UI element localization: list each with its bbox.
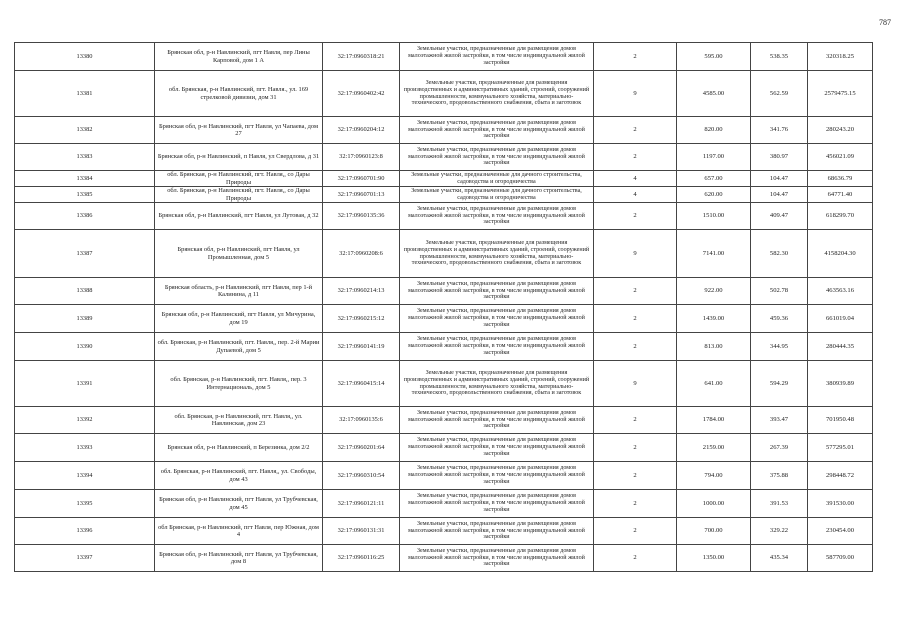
land-use-cell: Земельные участки, предназначенные для размещения домов малоэтажной жилой застройки, в том числе индивидуальной жилой застройки — [400, 462, 594, 490]
group-cell: 2 — [594, 305, 677, 333]
group-cell: 2 — [594, 43, 677, 71]
table-row — [15, 171, 873, 187]
specific-value-cell: 104.47 — [751, 187, 808, 203]
cadastral-value-cell: 280243.20 — [808, 117, 873, 144]
area-cell: 7141.00 — [677, 230, 751, 278]
cadastral-number-cell: 32:17:0960131:31 — [323, 518, 400, 545]
cadastral-number-cell: 32:17:0960121:11 — [323, 490, 400, 518]
area-cell: 1000.00 — [677, 490, 751, 518]
cadastral-value-cell: 64771.40 — [808, 187, 873, 203]
row-number-cell: 13389 — [15, 305, 155, 333]
area-cell: 922.00 — [677, 278, 751, 305]
row-number-cell: 13380 — [15, 43, 155, 71]
land-use-cell: Земельные участки, предназначенные для размещения домов малоэтажной жилой застройки, в том числе индивидуальной жилой застройки — [400, 490, 594, 518]
land-use-cell: Земельные участки, предназначенные для дачного строительства, садоводства и огородничества — [400, 171, 594, 187]
table-row — [15, 407, 873, 434]
group-cell: 9 — [594, 71, 677, 117]
specific-value-cell: 375.88 — [751, 462, 808, 490]
table-row — [15, 203, 873, 230]
land-use-cell: Земельные участки, предназначенные для размещения домов малоэтажной жилой застройки, в том числе индивидуальной жилой застройки — [400, 305, 594, 333]
row-number-cell: 13393 — [15, 434, 155, 462]
table-row — [15, 43, 873, 71]
cadastral-value-cell: 577295.01 — [808, 434, 873, 462]
cadastral-value-cell: 280444.35 — [808, 333, 873, 361]
land-use-cell: Земельные участки, предназначенные для размещения домов малоэтажной жилой застройки, в том числе индивидуальной жилой застройки — [400, 203, 594, 230]
group-cell: 2 — [594, 490, 677, 518]
area-cell: 820.00 — [677, 117, 751, 144]
land-use-cell: Земельные участки, предназначенные для размещения производственных и административных зданий, строений, сооружений промышленности, коммунального хозяйства, материально-технического, продовольственного снабжения, сбыта и заготовок — [400, 71, 594, 117]
area-cell: 1784.00 — [677, 407, 751, 434]
row-number-cell: 13390 — [15, 333, 155, 361]
land-use-cell: Земельные участки, предназначенные для размещения домов малоэтажной жилой застройки, в том числе индивидуальной жилой застройки — [400, 278, 594, 305]
cadastral-value-cell: 68636.79 — [808, 171, 873, 187]
row-number-cell: 13381 — [15, 71, 155, 117]
cadastral-value-cell: 701950.48 — [808, 407, 873, 434]
area-cell: 794.00 — [677, 462, 751, 490]
cadastral-value-cell: 618299.70 — [808, 203, 873, 230]
cadastral-value-cell: 463563.16 — [808, 278, 873, 305]
group-cell: 9 — [594, 361, 677, 407]
cadastral-number-cell: 32:17:0960204:12 — [323, 117, 400, 144]
row-number-cell: 13395 — [15, 490, 155, 518]
specific-value-cell: 459.36 — [751, 305, 808, 333]
area-cell: 595.00 — [677, 43, 751, 71]
cadastral-value-cell: 2579475.15 — [808, 71, 873, 117]
address-cell: обл. Брянская, р-н Навлинский, пгт. Навля,, ул. Свободы, дом 43 — [155, 462, 323, 490]
table-row — [15, 187, 873, 203]
cadastral-number-cell: 32:17:0960701:90 — [323, 171, 400, 187]
specific-value-cell: 341.76 — [751, 117, 808, 144]
address-cell: обл. Брянская, р-н Навлинский, пгт. Навля,, ул. Навлинская, дом 23 — [155, 407, 323, 434]
specific-value-cell: 267.39 — [751, 434, 808, 462]
specific-value-cell: 344.95 — [751, 333, 808, 361]
address-cell: Брянская обл, р-н Навлинский, пгт Навля, ул Лутовая, д 32 — [155, 203, 323, 230]
cadastral-number-cell: 32:17:0960214:13 — [323, 278, 400, 305]
land-use-cell: Земельные участки, предназначенные для размещения домов малоэтажной жилой застройки, в том числе индивидуальной жилой застройки — [400, 407, 594, 434]
address-cell: обл. Брянская, р-н Навлинский, пгт. Навля,, пер. 2-й Марии Дупаевой, дом 5 — [155, 333, 323, 361]
table-row — [15, 278, 873, 305]
land-use-cell: Земельные участки, предназначенные для размещения производственных и административных зданий, строений, сооружений промышленности, коммунального хозяйства, материально-технического, продовольственного снабжения, сбыта и заготовок — [400, 230, 594, 278]
address-cell: Брянская обл, р-н Навлинский, п Березинка, дом 2/2 — [155, 434, 323, 462]
cadastral-number-cell: 32:17:0960318:21 — [323, 43, 400, 71]
row-number-cell: 13386 — [15, 203, 155, 230]
group-cell: 4 — [594, 187, 677, 203]
table-body — [15, 43, 873, 572]
group-cell: 2 — [594, 407, 677, 434]
specific-value-cell: 594.29 — [751, 361, 808, 407]
row-number-cell: 13388 — [15, 278, 155, 305]
cadastral-number-cell: 32:17:0960701:13 — [323, 187, 400, 203]
group-cell: 2 — [594, 333, 677, 361]
area-cell: 700.00 — [677, 518, 751, 545]
cadastral-number-cell: 32:17:0960135:36 — [323, 203, 400, 230]
area-cell: 1197.00 — [677, 144, 751, 171]
address-cell: обл Брянская, р-н Навлинский, пгт Навля, пер Южная, дом 4 — [155, 518, 323, 545]
table-row — [15, 361, 873, 407]
cadastral-number-cell: 32:17:0960215:12 — [323, 305, 400, 333]
cadastral-number-cell: 32:17:0960141:19 — [323, 333, 400, 361]
cadastral-number-cell: 32:17:0960135:6 — [323, 407, 400, 434]
area-cell: 1439.00 — [677, 305, 751, 333]
address-cell: Брянская обл, р-н Навлинский, пгт Навля, пер Лины Карповой, дом 1 А — [155, 43, 323, 71]
cadastral-number-cell: 32:17:0960208:6 — [323, 230, 400, 278]
group-cell: 2 — [594, 434, 677, 462]
cadastral-value-cell: 4158204.30 — [808, 230, 873, 278]
group-cell: 2 — [594, 278, 677, 305]
address-cell: Брянская обл, р-н Навлинский, пгт Навля, ул Мичурина, дом 19 — [155, 305, 323, 333]
table-row — [15, 518, 873, 545]
land-use-cell: Земельные участки, предназначенные для размещения домов малоэтажной жилой застройки, в том числе индивидуальной жилой застройки — [400, 144, 594, 171]
row-number-cell: 13397 — [15, 545, 155, 572]
table-row — [15, 462, 873, 490]
address-cell: Брянская обл, р-н Навлинский, пгт Навля, ул Трубчевская, дом 8 — [155, 545, 323, 572]
specific-value-cell: 391.53 — [751, 490, 808, 518]
specific-value-cell: 435.34 — [751, 545, 808, 572]
specific-value-cell: 538.35 — [751, 43, 808, 71]
cadastral-number-cell: 32:17:0960310:54 — [323, 462, 400, 490]
group-cell: 2 — [594, 203, 677, 230]
row-number-cell: 13392 — [15, 407, 155, 434]
area-cell: 620.00 — [677, 187, 751, 203]
table-row — [15, 144, 873, 171]
land-use-cell: Земельные участки, предназначенные для размещения производственных и административных зданий, строений, сооружений промышленности, коммунального хозяйства, материально-технического, продовольственного снабжения, сбыта и заготовок — [400, 361, 594, 407]
table-row — [15, 117, 873, 144]
area-cell: 657.00 — [677, 171, 751, 187]
area-cell: 2159.00 — [677, 434, 751, 462]
cadastral-value-table — [14, 42, 873, 572]
row-number-cell: 13391 — [15, 361, 155, 407]
table-row — [15, 305, 873, 333]
cadastral-value-cell: 230454.00 — [808, 518, 873, 545]
specific-value-cell: 329.22 — [751, 518, 808, 545]
area-cell: 641.00 — [677, 361, 751, 407]
cadastral-value-cell: 587709.00 — [808, 545, 873, 572]
specific-value-cell: 104.47 — [751, 171, 808, 187]
group-cell: 2 — [594, 518, 677, 545]
row-number-cell: 13396 — [15, 518, 155, 545]
specific-value-cell: 380.97 — [751, 144, 808, 171]
address-cell: обл. Брянская, р-н Навлинский, пгт. Навля., ул. 169 стрелковой дивизии, дом 31 — [155, 71, 323, 117]
address-cell: обл. Брянская, р-н Навлинский, пгт. Навля,, сo Дары Природы — [155, 187, 323, 203]
table-row — [15, 230, 873, 278]
group-cell: 2 — [594, 545, 677, 572]
land-use-cell: Земельные участки, предназначенные для размещения домов малоэтажной жилой застройки, в том числе индивидуальной жилой застройки — [400, 43, 594, 71]
area-cell: 813.00 — [677, 333, 751, 361]
table-row — [15, 434, 873, 462]
cadastral-number-cell: 32:17:0960201:64 — [323, 434, 400, 462]
specific-value-cell: 393.47 — [751, 407, 808, 434]
cadastral-number-cell: 32:17:0960123:8 — [323, 144, 400, 171]
table-row — [15, 71, 873, 117]
group-cell: 2 — [594, 117, 677, 144]
cadastral-number-cell: 32:17:0960415:14 — [323, 361, 400, 407]
table-row — [15, 545, 873, 572]
land-use-cell: Земельные участки, предназначенные для дачного строительства, садоводства и огородничества — [400, 187, 594, 203]
row-number-cell: 13385 — [15, 187, 155, 203]
address-cell: Брянская обл, р-н Навлинский, пгт Навля, ул Промышленная, дом 5 — [155, 230, 323, 278]
land-use-cell: Земельные участки, предназначенные для размещения домов малоэтажной жилой застройки, в том числе индивидуальной жилой застройки — [400, 434, 594, 462]
group-cell: 9 — [594, 230, 677, 278]
address-cell: обл. Брянская, р-н Навлинский, пгт. Навля,, пер. 3 Интернациональ, дом 5 — [155, 361, 323, 407]
cadastral-number-cell: 32:17:0960402:42 — [323, 71, 400, 117]
cadastral-value-cell: 391530.00 — [808, 490, 873, 518]
cadastral-value-cell: 661019.04 — [808, 305, 873, 333]
address-cell: Брянская обл, р-н Навлинский, пгт Навля, ул Трубчевская, дом 45 — [155, 490, 323, 518]
row-number-cell: 13394 — [15, 462, 155, 490]
area-cell: 4585.00 — [677, 71, 751, 117]
cadastral-value-cell: 380939.89 — [808, 361, 873, 407]
page-number: 787 — [879, 18, 891, 27]
land-use-cell: Земельные участки, предназначенные для размещения домов малоэтажной жилой застройки, в том числе индивидуальной жилой застройки — [400, 333, 594, 361]
land-use-cell: Земельные участки, предназначенные для размещения домов малоэтажной жилой застройки, в том числе индивидуальной жилой застройки — [400, 518, 594, 545]
specific-value-cell: 582.30 — [751, 230, 808, 278]
group-cell: 4 — [594, 171, 677, 187]
row-number-cell: 13383 — [15, 144, 155, 171]
table-row — [15, 490, 873, 518]
group-cell: 2 — [594, 144, 677, 171]
address-cell: Брянская обл, р-н Навлинский, п Навля, ул Свердлова, д 31 — [155, 144, 323, 171]
address-cell: обл. Брянская, р-н Навлинский, пгт. Навля,, сo Дары Природы — [155, 171, 323, 187]
area-cell: 1510.00 — [677, 203, 751, 230]
table-row — [15, 333, 873, 361]
row-number-cell: 13384 — [15, 171, 155, 187]
specific-value-cell: 409.47 — [751, 203, 808, 230]
cadastral-value-cell: 320318.25 — [808, 43, 873, 71]
row-number-cell: 13382 — [15, 117, 155, 144]
land-use-cell: Земельные участки, предназначенные для размещения домов малоэтажной жилой застройки, в том числе индивидуальной жилой застройки — [400, 117, 594, 144]
address-cell: Брянская область, р-н Навлинский, пгт Навля, пер 1-й Калинина, д 11 — [155, 278, 323, 305]
land-use-cell: Земельные участки, предназначенные для размещения домов малоэтажной жилой застройки, в том числе индивидуальной жилой застройки — [400, 545, 594, 572]
address-cell: Брянская обл, р-н Навлинский, пгт Навля, ул Чапаева, дом 27 — [155, 117, 323, 144]
area-cell: 1350.00 — [677, 545, 751, 572]
group-cell: 2 — [594, 462, 677, 490]
cadastral-value-cell: 298448.72 — [808, 462, 873, 490]
cadastral-value-cell: 456021.09 — [808, 144, 873, 171]
specific-value-cell: 562.59 — [751, 71, 808, 117]
specific-value-cell: 502.78 — [751, 278, 808, 305]
row-number-cell: 13387 — [15, 230, 155, 278]
cadastral-number-cell: 32:17:0960116:25 — [323, 545, 400, 572]
